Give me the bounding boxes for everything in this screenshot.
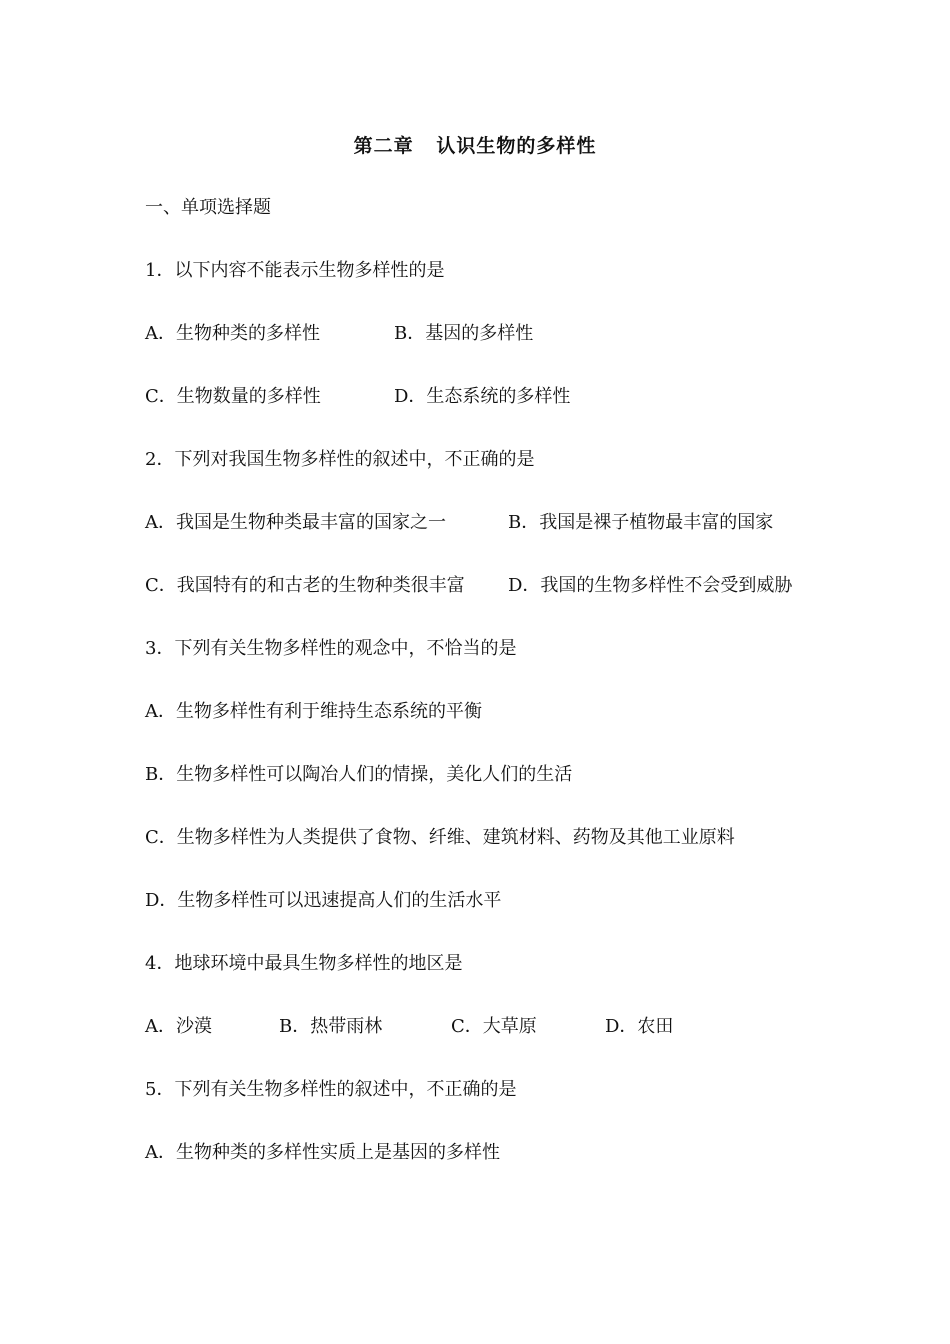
chapter-title: 第二章 认识生物的多样性 — [353, 135, 597, 157]
question-1-option-c: C．生物数量的多样性 — [145, 386, 321, 407]
question-1-stem: 1．以下内容不能表示生物多样性的是 — [145, 260, 445, 281]
question-2-stem: 2．下列对我国生物多样性的叙述中，不正确的是 — [145, 449, 535, 470]
question-4-stem: 4．地球环境中最具生物多样性的地区是 — [145, 953, 463, 974]
question-4-option-c: C．大草原 — [451, 1016, 537, 1037]
question-1-option-b: B．基因的多样性 — [394, 323, 534, 344]
question-3-option-d: D．生物多样性可以迅速提高人们的生活水平 — [145, 890, 502, 911]
question-5-option-a: A．生物种类的多样性实质上是基因的多样性 — [145, 1142, 500, 1163]
question-2-option-a: A．我国是生物种类最丰富的国家之一 — [145, 512, 446, 533]
question-3-option-b: B．生物多样性可以陶冶人们的情操，美化人们的生活 — [145, 764, 573, 785]
question-1-option-d: D．生态系统的多样性 — [394, 386, 571, 407]
question-1-option-a: A．生物种类的多样性 — [145, 323, 320, 344]
section-heading: 一、单项选择题 — [145, 197, 271, 218]
question-3-stem: 3．下列有关生物多样性的观念中，不恰当的是 — [145, 638, 517, 659]
question-4-option-d: D．农田 — [605, 1016, 674, 1037]
question-4-option-a: A．沙漠 — [145, 1016, 212, 1037]
question-3-option-a: A．生物多样性有利于维持生态系统的平衡 — [145, 701, 482, 722]
question-2-option-d: D．我国的生物多样性不会受到威胁 — [508, 575, 793, 596]
question-3-option-c: C．生物多样性为人类提供了食物、纤维、建筑材料、药物及其他工业原料 — [145, 827, 735, 848]
question-5-stem: 5．下列有关生物多样性的叙述中，不正确的是 — [145, 1079, 517, 1100]
question-4-option-b: B．热带雨林 — [279, 1016, 383, 1037]
question-2-option-c: C．我国特有的和古老的生物种类很丰富 — [145, 575, 465, 596]
question-2-option-b: B．我国是裸子植物最丰富的国家 — [508, 512, 774, 533]
